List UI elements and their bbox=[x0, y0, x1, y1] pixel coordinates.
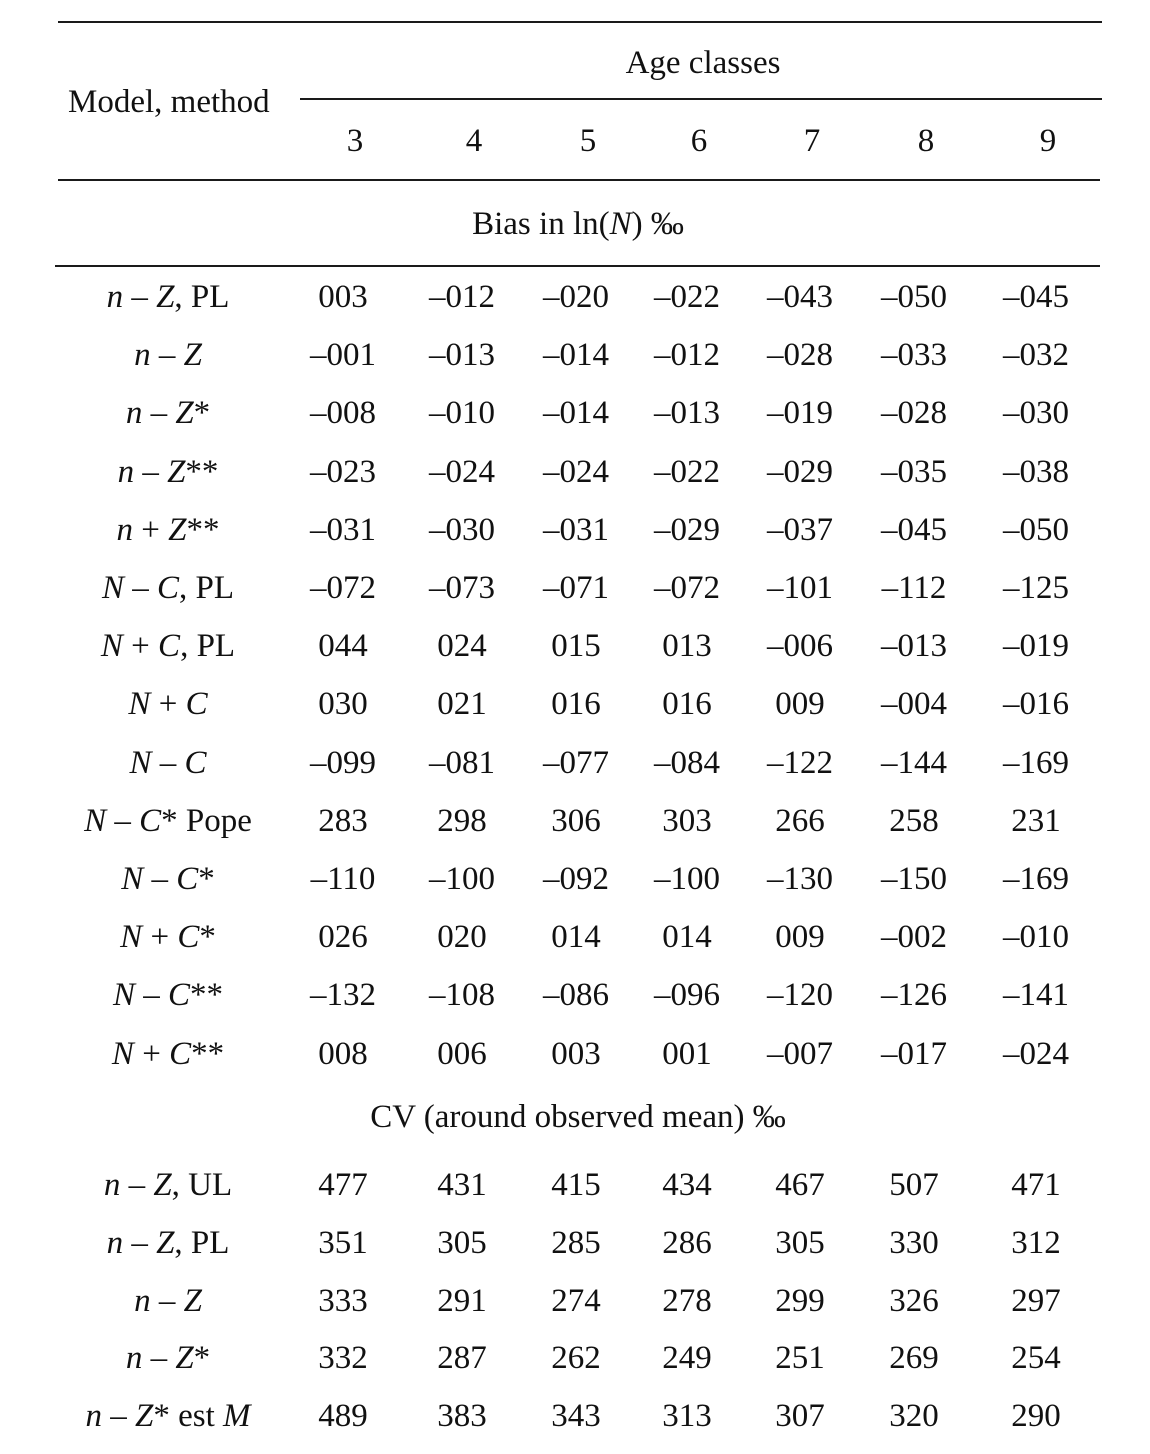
table-cell: –120 bbox=[767, 977, 833, 1014]
table-cell: –033 bbox=[881, 337, 947, 374]
age-class-5: 5 bbox=[579, 123, 597, 159]
table-cell: –125 bbox=[1003, 570, 1069, 606]
table-cell: 015 bbox=[551, 628, 601, 665]
table-cell: –024 bbox=[1003, 1035, 1069, 1072]
table-row bbox=[0, 859, 1150, 917]
table-cell: 290 bbox=[1011, 1398, 1061, 1435]
table-cell: 013 bbox=[662, 628, 712, 665]
table-cell: –016 bbox=[1003, 686, 1069, 723]
table-cell: –010 bbox=[429, 395, 495, 432]
table-cell: –002 bbox=[881, 919, 947, 956]
table-cell: 274 bbox=[551, 1282, 601, 1319]
table-cell: 343 bbox=[551, 1398, 601, 1435]
table-cell: –045 bbox=[881, 511, 947, 548]
table-cell: 020 bbox=[437, 919, 487, 956]
table-cell: –072 bbox=[310, 570, 376, 606]
table-cell: –092 bbox=[543, 861, 609, 897]
table-cell: 009 bbox=[775, 919, 825, 956]
table-cell: 009 bbox=[775, 686, 825, 723]
table-cell: –014 bbox=[543, 395, 609, 432]
row-label: n + Z** bbox=[116, 511, 220, 548]
row-label: N – C** bbox=[112, 977, 224, 1014]
table-cell: 014 bbox=[662, 919, 712, 956]
table-cell: 021 bbox=[437, 686, 487, 723]
table-cell: –024 bbox=[429, 453, 495, 490]
table-cell: –030 bbox=[429, 511, 495, 548]
table-cell: 303 bbox=[662, 802, 712, 839]
table-cell: –031 bbox=[310, 511, 376, 548]
table-row bbox=[0, 335, 1150, 393]
table-cell: –132 bbox=[310, 977, 376, 1014]
table-cell: 030 bbox=[318, 686, 368, 723]
table-cell: –038 bbox=[1003, 453, 1069, 490]
table-cell: 006 bbox=[437, 1035, 487, 1072]
age-class-8: 8 bbox=[917, 123, 935, 159]
row-label: N – C* Pope bbox=[84, 802, 252, 839]
table-cell: –071 bbox=[543, 570, 609, 606]
table-cell: –022 bbox=[654, 453, 720, 490]
table-cell: 431 bbox=[437, 1167, 487, 1203]
table-cell: –013 bbox=[881, 628, 947, 665]
table-cell: 307 bbox=[775, 1398, 825, 1435]
table-cell: –028 bbox=[767, 337, 833, 374]
table-row bbox=[0, 1281, 1150, 1339]
table-cell: –037 bbox=[767, 511, 833, 548]
table-cell: –031 bbox=[543, 511, 609, 548]
table-cell: 001 bbox=[662, 1035, 712, 1072]
row-label: N – C bbox=[129, 744, 207, 781]
table-cell: 026 bbox=[318, 919, 368, 956]
table-row bbox=[0, 568, 1150, 626]
section-title-rule bbox=[55, 265, 1100, 267]
table-cell: –019 bbox=[767, 395, 833, 432]
table-row bbox=[0, 277, 1150, 335]
age-class-6: 6 bbox=[690, 123, 708, 159]
table-cell: 003 bbox=[551, 1035, 601, 1072]
top-rule bbox=[58, 21, 1102, 23]
table-row bbox=[0, 1034, 1150, 1092]
table-cell: –023 bbox=[310, 453, 376, 490]
table-cell: –126 bbox=[881, 977, 947, 1014]
table-cell: –169 bbox=[1003, 744, 1069, 781]
row-label: n – Z, PL bbox=[106, 1224, 230, 1261]
header-bottom-rule bbox=[58, 179, 1100, 181]
row-label: n – Z** bbox=[117, 453, 219, 490]
table-cell: 262 bbox=[551, 1340, 601, 1377]
table-row bbox=[0, 743, 1150, 801]
age-classes-underline bbox=[300, 98, 1102, 100]
table-cell: 251 bbox=[775, 1340, 825, 1377]
table-cell: –028 bbox=[881, 395, 947, 432]
table-cell: –022 bbox=[654, 279, 720, 315]
table-cell: 297 bbox=[1011, 1282, 1061, 1319]
table-cell: 313 bbox=[662, 1398, 712, 1435]
table-cell: –019 bbox=[1003, 628, 1069, 665]
table-cell: –072 bbox=[654, 570, 720, 606]
table-cell: 320 bbox=[889, 1398, 939, 1435]
table-cell: –043 bbox=[767, 279, 833, 315]
table-cell: 016 bbox=[662, 686, 712, 723]
table-cell: 305 bbox=[437, 1224, 487, 1261]
table-cell: 286 bbox=[662, 1224, 712, 1261]
table-cell: –073 bbox=[429, 570, 495, 606]
table-cell: –032 bbox=[1003, 337, 1069, 374]
table-cell: –112 bbox=[881, 570, 947, 606]
table-row bbox=[0, 684, 1150, 742]
table-cell: –045 bbox=[1003, 279, 1069, 315]
table-cell: 312 bbox=[1011, 1224, 1061, 1261]
table-cell: –099 bbox=[310, 744, 376, 781]
table-row bbox=[0, 1165, 1150, 1223]
age-class-7: 7 bbox=[803, 123, 821, 159]
table-cell: –084 bbox=[654, 744, 720, 781]
table-cell: –006 bbox=[767, 628, 833, 665]
table-cell: –144 bbox=[881, 744, 947, 781]
table-cell: –013 bbox=[654, 395, 720, 432]
table-cell: –169 bbox=[1003, 861, 1069, 897]
table-row bbox=[0, 1223, 1150, 1281]
row-label: n – Z bbox=[134, 337, 202, 374]
table-cell: 507 bbox=[889, 1167, 939, 1203]
table-cell: –100 bbox=[429, 861, 495, 897]
table-cell: 330 bbox=[889, 1224, 939, 1261]
table-cell: –017 bbox=[881, 1035, 947, 1072]
table-row bbox=[0, 801, 1150, 859]
table-cell: –050 bbox=[1003, 511, 1069, 548]
table-cell: 016 bbox=[551, 686, 601, 723]
table-cell: 298 bbox=[437, 802, 487, 839]
table-cell: 231 bbox=[1011, 802, 1061, 839]
table-cell: 269 bbox=[889, 1340, 939, 1377]
row-label: N + C, PL bbox=[100, 628, 236, 665]
table-cell: –035 bbox=[881, 453, 947, 490]
table-row bbox=[0, 393, 1150, 451]
table-cell: 014 bbox=[551, 919, 601, 956]
table-cell: 266 bbox=[775, 802, 825, 839]
table-cell: 254 bbox=[1011, 1340, 1061, 1377]
table-cell: –100 bbox=[654, 861, 720, 897]
age-classes-header: Age classes bbox=[625, 45, 781, 81]
table-cell: –122 bbox=[767, 744, 833, 781]
table-cell: 024 bbox=[437, 628, 487, 665]
table-cell: 003 bbox=[318, 279, 368, 315]
table-cell: 333 bbox=[318, 1282, 368, 1319]
row-label: N – C, PL bbox=[101, 570, 235, 606]
table-cell: 467 bbox=[775, 1167, 825, 1203]
model-method-header: Model, method bbox=[68, 84, 270, 120]
table-cell: –024 bbox=[543, 453, 609, 490]
table-cell: 306 bbox=[551, 802, 601, 839]
table-cell: 287 bbox=[437, 1340, 487, 1377]
table-cell: –077 bbox=[543, 744, 609, 781]
table-row bbox=[0, 452, 1150, 510]
row-label: n – Z* est M bbox=[85, 1398, 251, 1435]
row-label: n – Z* bbox=[125, 395, 211, 432]
table-cell: 477 bbox=[318, 1167, 368, 1203]
row-label: N – C* bbox=[121, 861, 215, 897]
table-row bbox=[0, 510, 1150, 568]
table-cell: –008 bbox=[310, 395, 376, 432]
row-label: N + C** bbox=[111, 1035, 225, 1072]
table-cell: 299 bbox=[775, 1282, 825, 1319]
table-cell: –030 bbox=[1003, 395, 1069, 432]
table-row bbox=[0, 1338, 1150, 1396]
age-class-4: 4 bbox=[465, 123, 483, 159]
table-cell: 305 bbox=[775, 1224, 825, 1261]
table-cell: –096 bbox=[654, 977, 720, 1014]
table-cell: –020 bbox=[543, 279, 609, 315]
table-cell: –086 bbox=[543, 977, 609, 1014]
table-cell: –029 bbox=[654, 511, 720, 548]
row-label: n – Z bbox=[134, 1282, 202, 1319]
table-row bbox=[0, 1396, 1150, 1454]
age-class-9: 9 bbox=[1039, 123, 1057, 159]
table-cell: 489 bbox=[318, 1398, 368, 1435]
table-cell: 415 bbox=[551, 1167, 601, 1203]
row-label: N + C* bbox=[120, 919, 216, 956]
table-cell: 008 bbox=[318, 1035, 368, 1072]
table-row bbox=[0, 917, 1150, 975]
table-row bbox=[0, 626, 1150, 684]
table-cell: –150 bbox=[881, 861, 947, 897]
table-cell: –013 bbox=[429, 337, 495, 374]
row-label: n – Z, PL bbox=[106, 279, 230, 315]
table-cell: –004 bbox=[881, 686, 947, 723]
row-label: N + C bbox=[128, 686, 208, 723]
table-cell: 249 bbox=[662, 1340, 712, 1377]
table-cell: 351 bbox=[318, 1224, 368, 1261]
bias-section-title: Bias in ln(N) ‰ bbox=[472, 206, 684, 242]
row-label: n – Z, UL bbox=[103, 1167, 233, 1203]
table-cell: 291 bbox=[437, 1282, 487, 1319]
table-cell: 285 bbox=[551, 1224, 601, 1261]
table-cell: 383 bbox=[437, 1398, 487, 1435]
table-cell: –110 bbox=[310, 861, 376, 897]
table-cell: –108 bbox=[429, 977, 495, 1014]
table-cell: –014 bbox=[543, 337, 609, 374]
row-label: n – Z* bbox=[125, 1340, 211, 1377]
table-cell: –050 bbox=[881, 279, 947, 315]
table-cell: –001 bbox=[310, 337, 376, 374]
cv-section-title: CV (around observed mean) ‰ bbox=[370, 1099, 786, 1135]
table-cell: –130 bbox=[767, 861, 833, 897]
table-cell: 044 bbox=[318, 628, 368, 665]
table-cell: –012 bbox=[654, 337, 720, 374]
table-cell: –010 bbox=[1003, 919, 1069, 956]
age-class-3: 3 bbox=[346, 123, 364, 159]
table-cell: 326 bbox=[889, 1282, 939, 1319]
table-cell: 283 bbox=[318, 802, 368, 839]
table-cell: 332 bbox=[318, 1340, 368, 1377]
table-row bbox=[0, 975, 1150, 1033]
table-cell: –101 bbox=[767, 570, 833, 606]
table-cell: –029 bbox=[767, 453, 833, 490]
table-cell: 471 bbox=[1011, 1167, 1061, 1203]
table-cell: –141 bbox=[1003, 977, 1069, 1014]
table-cell: 434 bbox=[662, 1167, 712, 1203]
table-cell: 258 bbox=[889, 802, 939, 839]
table-cell: –012 bbox=[429, 279, 495, 315]
table-cell: –081 bbox=[429, 744, 495, 781]
table-cell: –007 bbox=[767, 1035, 833, 1072]
table-cell: 278 bbox=[662, 1282, 712, 1319]
